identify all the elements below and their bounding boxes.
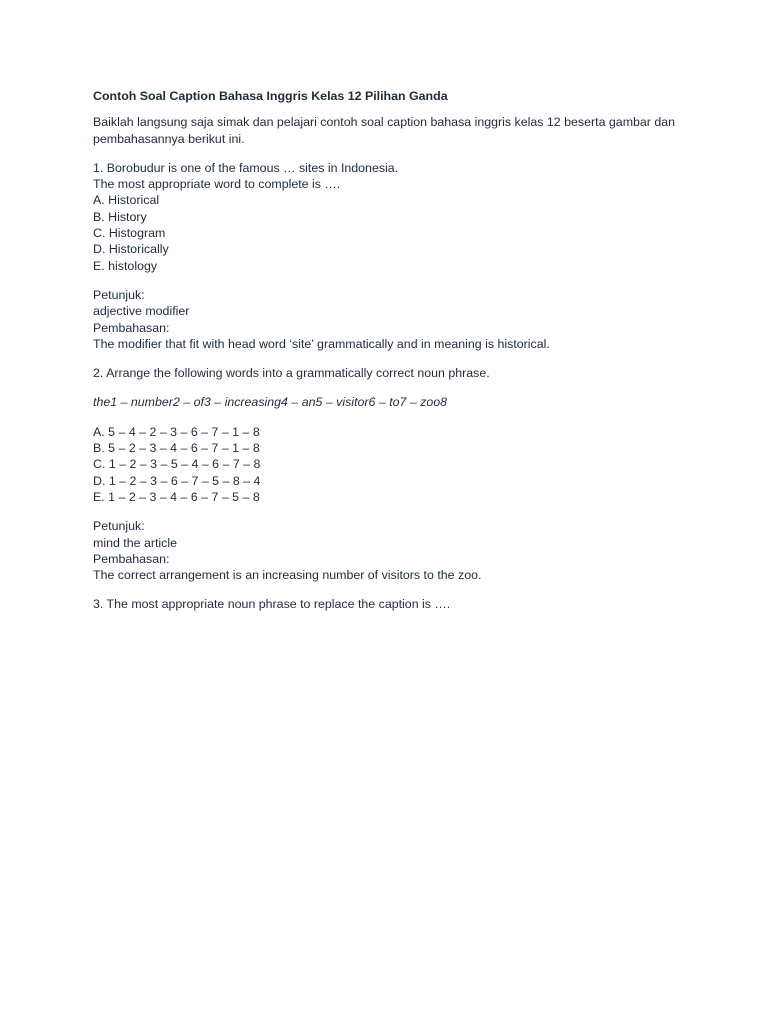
document-page (93, 88, 683, 626)
question-1-discussion (93, 287, 683, 352)
question-2-hint-label: Petunjuk: (93, 519, 145, 534)
question-2-option-c: C. 1 – 2 – 3 – 5 – 4 – 6 – 7 – 8 (93, 457, 261, 472)
question-3-text: 3. The most appropriate noun phrase to replace the caption is …. (93, 597, 451, 612)
question-2-discussion (93, 518, 683, 583)
question-1-option-b: B. History (93, 209, 147, 224)
question-1-text: 1. Borobudur is one of the famous … sites in Indonesia. (93, 160, 399, 175)
question-1-option-a: A. Historical (93, 193, 160, 208)
question-1-hint: adjective modifier (93, 304, 190, 319)
question-1-option-c: C. Histogram (93, 226, 166, 241)
question-2-explanation-label: Pembahasan: (93, 551, 170, 566)
document-title: Contoh Soal Caption Bahasa Inggris Kelas 12 Pilihan Ganda (93, 89, 448, 103)
question-2-hint: mind the article (93, 535, 178, 550)
question-2-option-b: B. 5 – 2 – 3 – 4 – 6 – 7 – 1 – 8 (93, 441, 260, 456)
intro-paragraph: Baiklah langsung saja simak dan pelajari contoh soal caption bahasa inggris kelas 12 beserta gambar dan pembahasannya berikut ini. (93, 115, 676, 146)
question-2-option-e: E. 1 – 2 – 3 – 4 – 6 – 7 – 5 – 8 (93, 489, 260, 504)
question-2-option-a: A. 5 – 4 – 2 – 3 – 6 – 7 – 1 – 8 (93, 424, 260, 439)
question-2-text: 2. Arrange the following words into a grammatically correct noun phrase. (93, 366, 490, 381)
question-1-option-e: E. histology (93, 258, 158, 273)
question-2-options (93, 424, 683, 505)
question-2-explanation: The correct arrangement is an increasing number of visitors to the zoo. (93, 568, 482, 583)
question-2-option-d: D. 1 – 2 – 3 – 6 – 7 – 5 – 8 – 4 (93, 473, 261, 488)
question-1-prompt: The most appropriate word to complete is …. (93, 177, 341, 192)
question-1-hint-label: Petunjuk: (93, 287, 145, 302)
question-2-words: the1 – number2 – of3 – increasing4 – an5 – visitor6 – to7 – zoo8 (93, 395, 448, 410)
question-1-explanation-label: Pembahasan: (93, 320, 170, 335)
question-1-block (93, 160, 683, 274)
question-1-explanation: The modifier that fit with head word ‘site’ grammatically and in meaning is historical. (93, 336, 550, 351)
question-1-option-d: D. Historically (93, 242, 169, 257)
